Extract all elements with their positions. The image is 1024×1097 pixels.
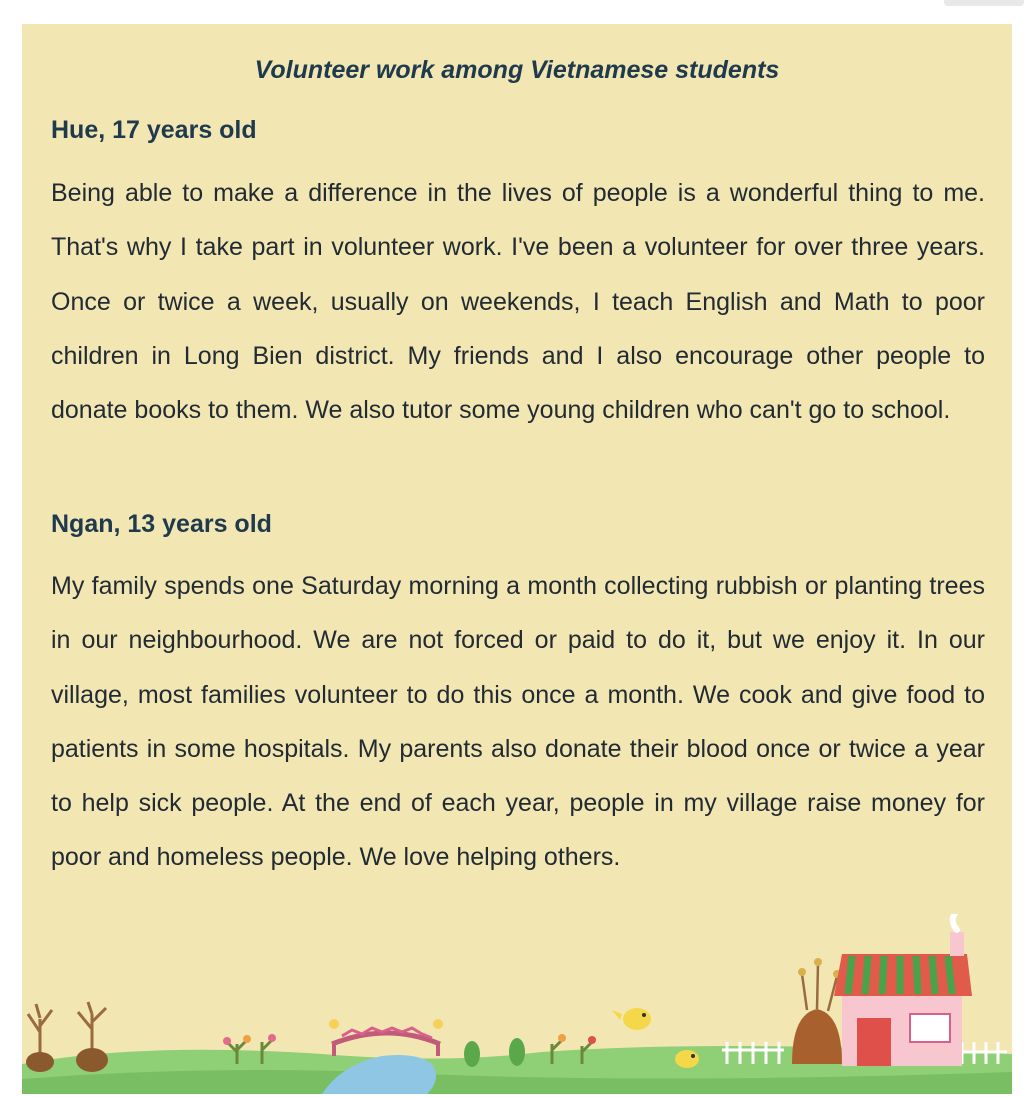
- haystack-icon: [792, 958, 842, 1064]
- window-corner-tab: [944, 0, 1024, 6]
- article-card: [22, 24, 1012, 1094]
- bridge-icon: [329, 1019, 443, 1056]
- section-body-hue: Being able to make a difference in the lives of people is a wonderful thing to me. That's why I take part in volunteer work. I've been a volunteer for over three years. Once or twice a week, usually on weekends, I teach English and Math to poor children in Long Bien district. My friends and I also encourage other people to donate books to them. We also tutor some young children who can't go to school.: [51, 179, 985, 425]
- article-title: Volunteer work among Vietnamese students: [254, 56, 780, 84]
- section-heading-ngan: Ngan, 13 years old: [51, 510, 272, 538]
- chimney-smoke-icon: [953, 914, 967, 930]
- section-heading-hue: Hue, 17 years old: [51, 116, 257, 144]
- section-body-ngan: My family spends one Saturday morning a month collecting rubbish or planting trees in our neighbourhood. We are not forced or paid to do it, but we enjoy it. In our village, most families volunteer to do this once a month. We cook and give food to patients in some hospitals. My parents also donate their blood once or twice a year to help sick people. At the end of each year, people in my village raise money for poor and homeless people. We love helping others.: [51, 572, 985, 872]
- village-illustration: [22, 914, 1012, 1094]
- house-icon: [834, 914, 972, 1066]
